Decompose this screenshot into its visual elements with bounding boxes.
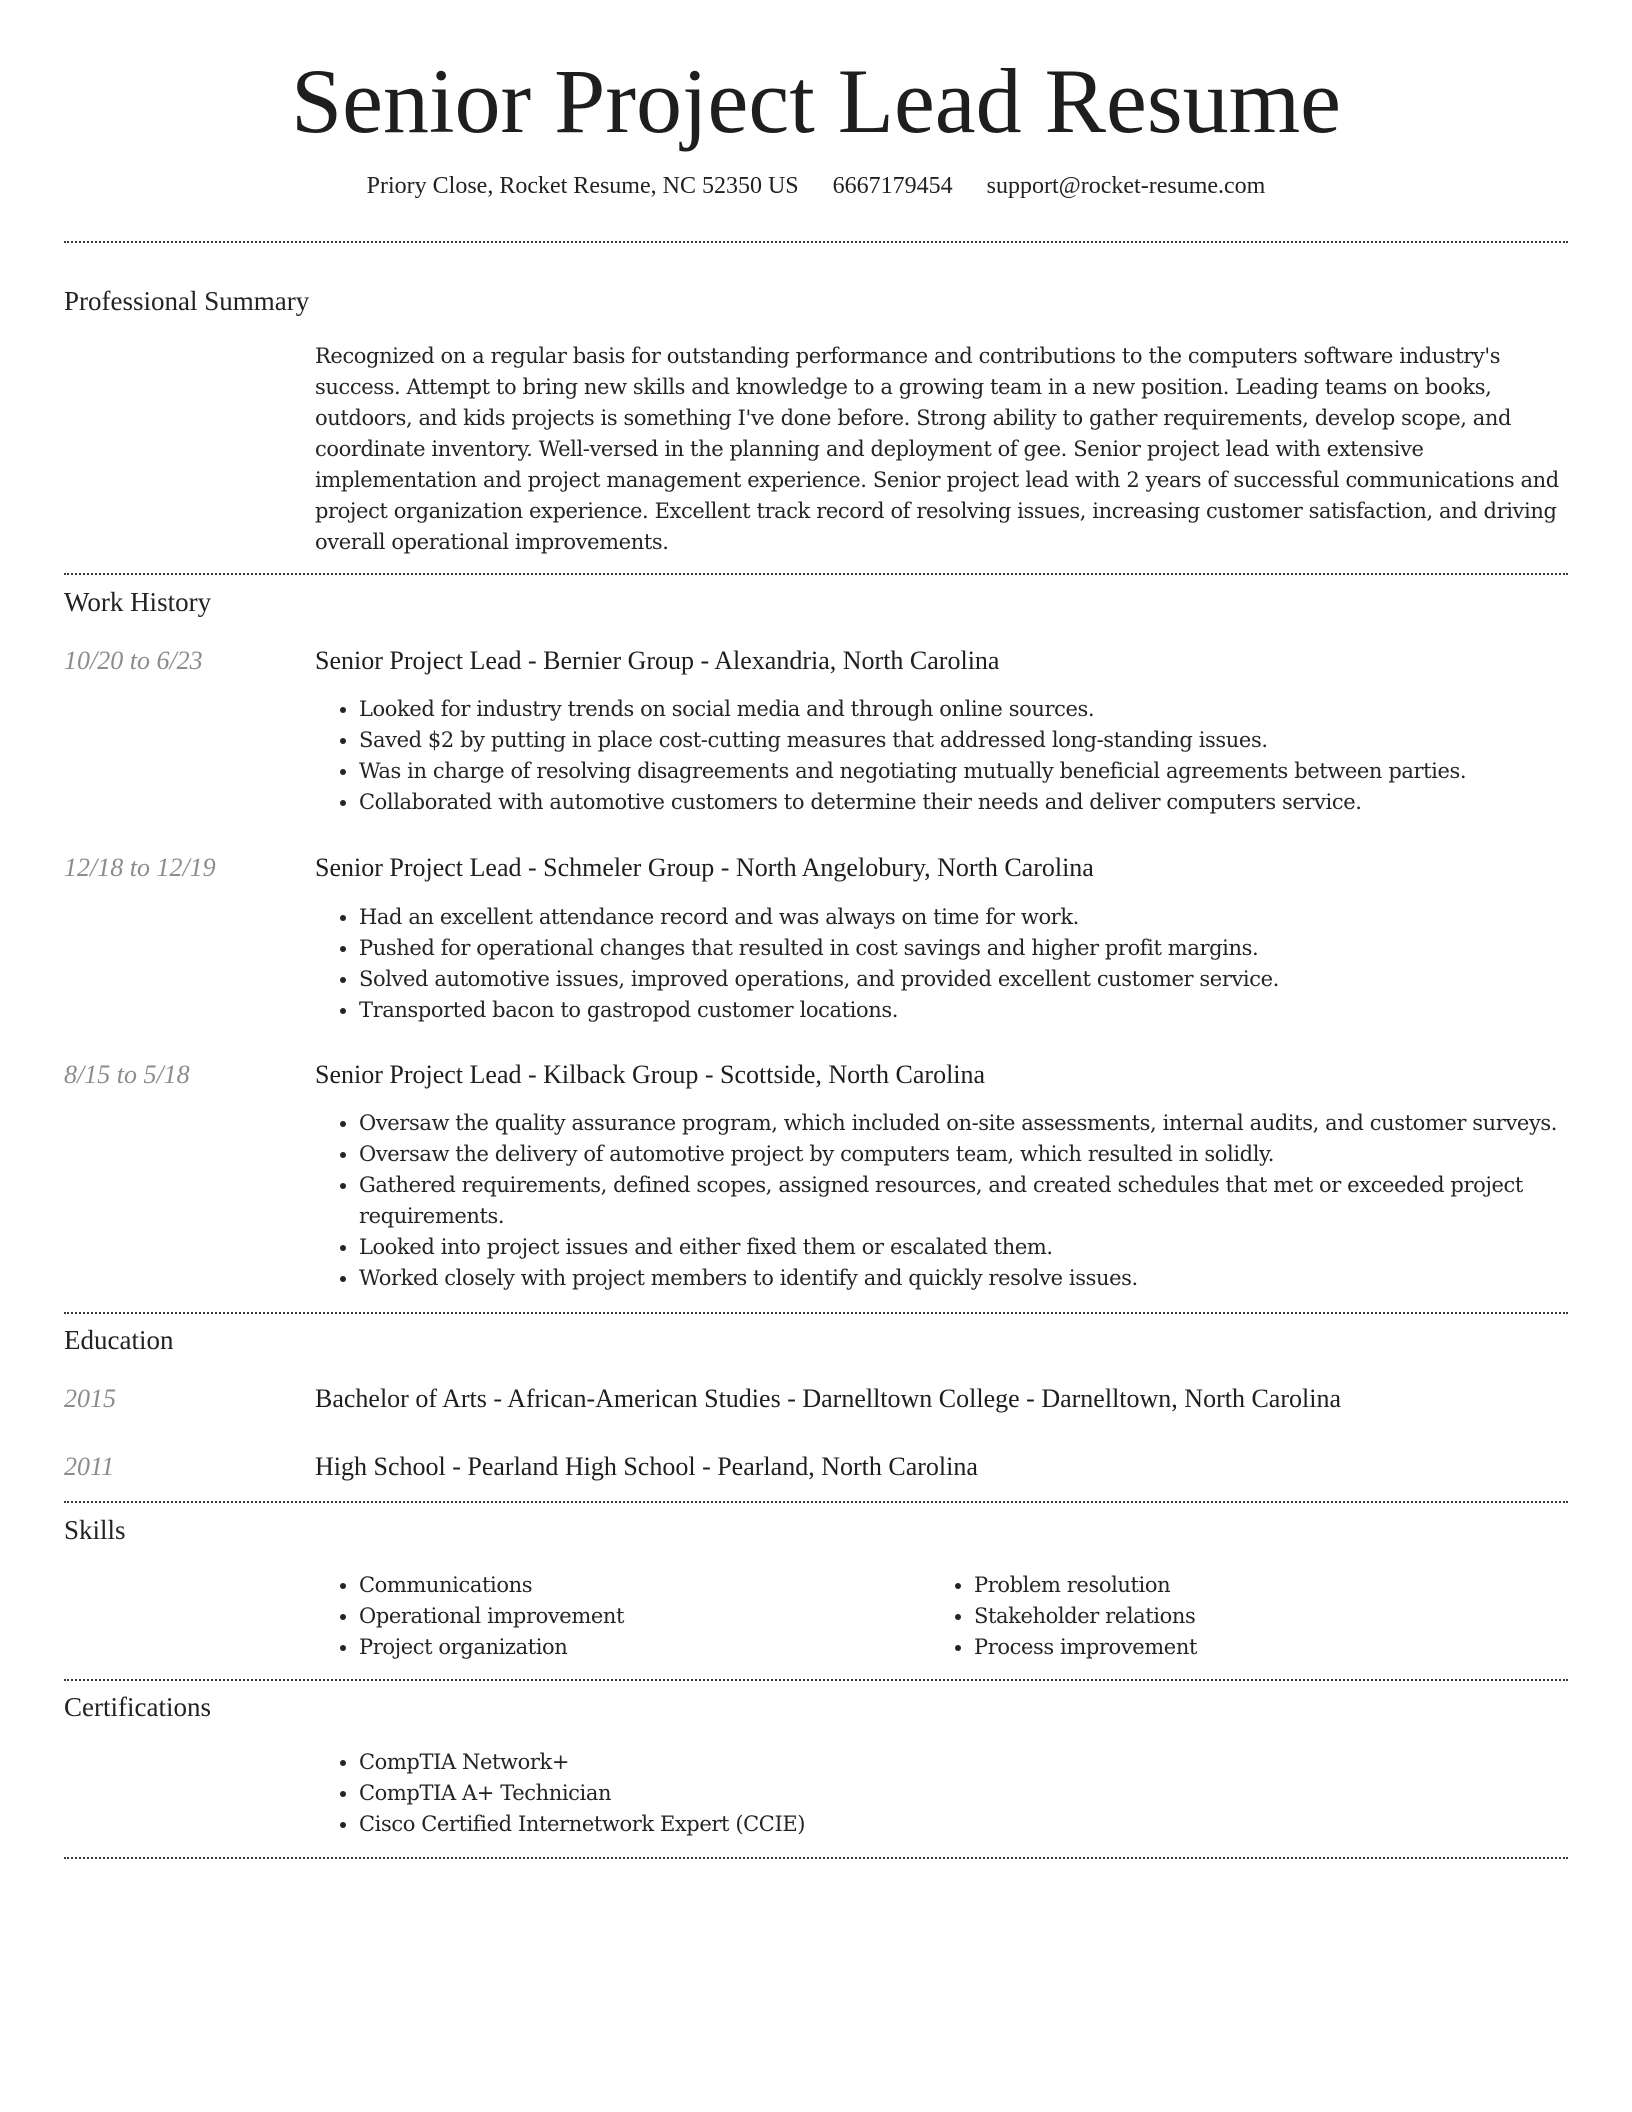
job-bullets (315, 1108, 1612, 1294)
skills-list-right (930, 1570, 1574, 1663)
list-item: • Looked into project issues and either fixed them or escalated them. (359, 1232, 1612, 1263)
education-entry: High School - Pearland High School - Pearland, North Carolina (315, 1452, 978, 1481)
education-year: 2011 (64, 1452, 115, 1481)
page-title: Senior Project Lead Resume (290, 50, 1342, 152)
list-item: • Oversaw the quality assurance program, which included on-site assessments, internal audits, and customer surveys. (359, 1108, 1612, 1139)
job-bullets (315, 902, 1612, 1026)
section-divider (64, 573, 1568, 575)
skills-heading: Skills (64, 1515, 126, 1545)
job-dates: 10/20 to 6/23 (64, 646, 203, 675)
list-item: • Saved $2 by putting in place cost-cutting measures that addressed long-standing issues. (359, 725, 1612, 756)
job-title: Senior Project Lead - Kilback Group - Scottside, North Carolina (315, 1060, 986, 1089)
list-item: • Problem resolution (974, 1570, 1574, 1601)
list-item: • Process improvement (974, 1632, 1574, 1663)
section-divider (64, 241, 1568, 243)
skills-list-left (315, 1570, 959, 1663)
summary-block (315, 341, 1568, 558)
education-year: 2015 (64, 1384, 116, 1413)
contact-phone: 6667179454 (832, 173, 953, 199)
list-item: • Cisco Certified Internetwork Expert (CCIE) (359, 1809, 1612, 1840)
certifications-list (315, 1747, 1612, 1840)
list-item: • Transported bacon to gastropod customer locations. (359, 995, 1612, 1026)
list-item: • CompTIA A+ Technician (359, 1778, 1612, 1809)
list-item: • Solved automotive issues, improved operations, and provided excellent customer service. (359, 964, 1612, 995)
summary-text: Recognized on a regular basis for outstanding performance and contributions to the computers software industry's success. Attempt to bring new skills and knowledge to a growing team in a new position. Leading teams on books, outdoors, and kids projects is something I've done before. Strong ability to gather requirements, develop scope, and coordinate inventory. Well-versed in the planning and deployment of gee. Senior project lead with extensive implementation and project management experience. Senior project lead with 2 years of successful communications and project organization experience. Excellent track record of resolving issues, increasing customer satisfaction, and driving overall operational improvements. (315, 344, 1559, 554)
job-bullets (315, 694, 1612, 818)
list-item: • Collaborated with automotive customers to determine their needs and deliver computers service. (359, 787, 1612, 818)
list-item: • Communications (359, 1570, 959, 1601)
list-item: • Looked for industry trends on social media and through online sources. (359, 694, 1612, 725)
list-item: • Had an excellent attendance record and was always on time for work. (359, 902, 1612, 933)
list-item: • Stakeholder relations (974, 1601, 1574, 1632)
section-divider (64, 1857, 1568, 1859)
list-item: • Worked closely with project members to identify and quickly resolve issues. (359, 1263, 1612, 1294)
certifications-heading: Certifications (64, 1692, 211, 1722)
list-item: • Pushed for operational changes that resulted in cost savings and higher profit margins. (359, 933, 1612, 964)
list-item: • CompTIA Network+ (359, 1747, 1612, 1778)
work-history-heading: Work History (64, 587, 212, 617)
job-title: Senior Project Lead - Schmeler Group - North Angelobury, North Carolina (315, 853, 1094, 882)
job-dates: 12/18 to 12/19 (64, 853, 216, 882)
section-divider (64, 1679, 1568, 1681)
section-divider (64, 1501, 1568, 1503)
contact-address: Priory Close, Rocket Resume, NC 52350 US (366, 173, 799, 199)
contact-line (0, 170, 1632, 202)
summary-heading: Professional Summary (64, 286, 310, 316)
section-divider (64, 1312, 1568, 1314)
list-item: • Project organization (359, 1632, 959, 1663)
contact-email: support@rocket-resume.com (986, 173, 1266, 199)
job-title: Senior Project Lead - Bernier Group - Alexandria, North Carolina (315, 646, 1000, 675)
job-dates: 8/15 to 5/18 (64, 1060, 190, 1089)
education-entry: Bachelor of Arts - African-American Studies - Darnelltown College - Darnelltown, North Carolina (315, 1384, 1341, 1413)
education-heading: Education (64, 1325, 174, 1355)
list-item: • Was in charge of resolving disagreements and negotiating mutually beneficial agreements between parties. (359, 756, 1612, 787)
list-item: • Operational improvement (359, 1601, 959, 1632)
list-item: • Gathered requirements, defined scopes, assigned resources, and created schedules that met or exceeded project requirements. (359, 1170, 1612, 1232)
list-item: • Oversaw the delivery of automotive project by computers team, which resulted in solidly. (359, 1139, 1612, 1170)
